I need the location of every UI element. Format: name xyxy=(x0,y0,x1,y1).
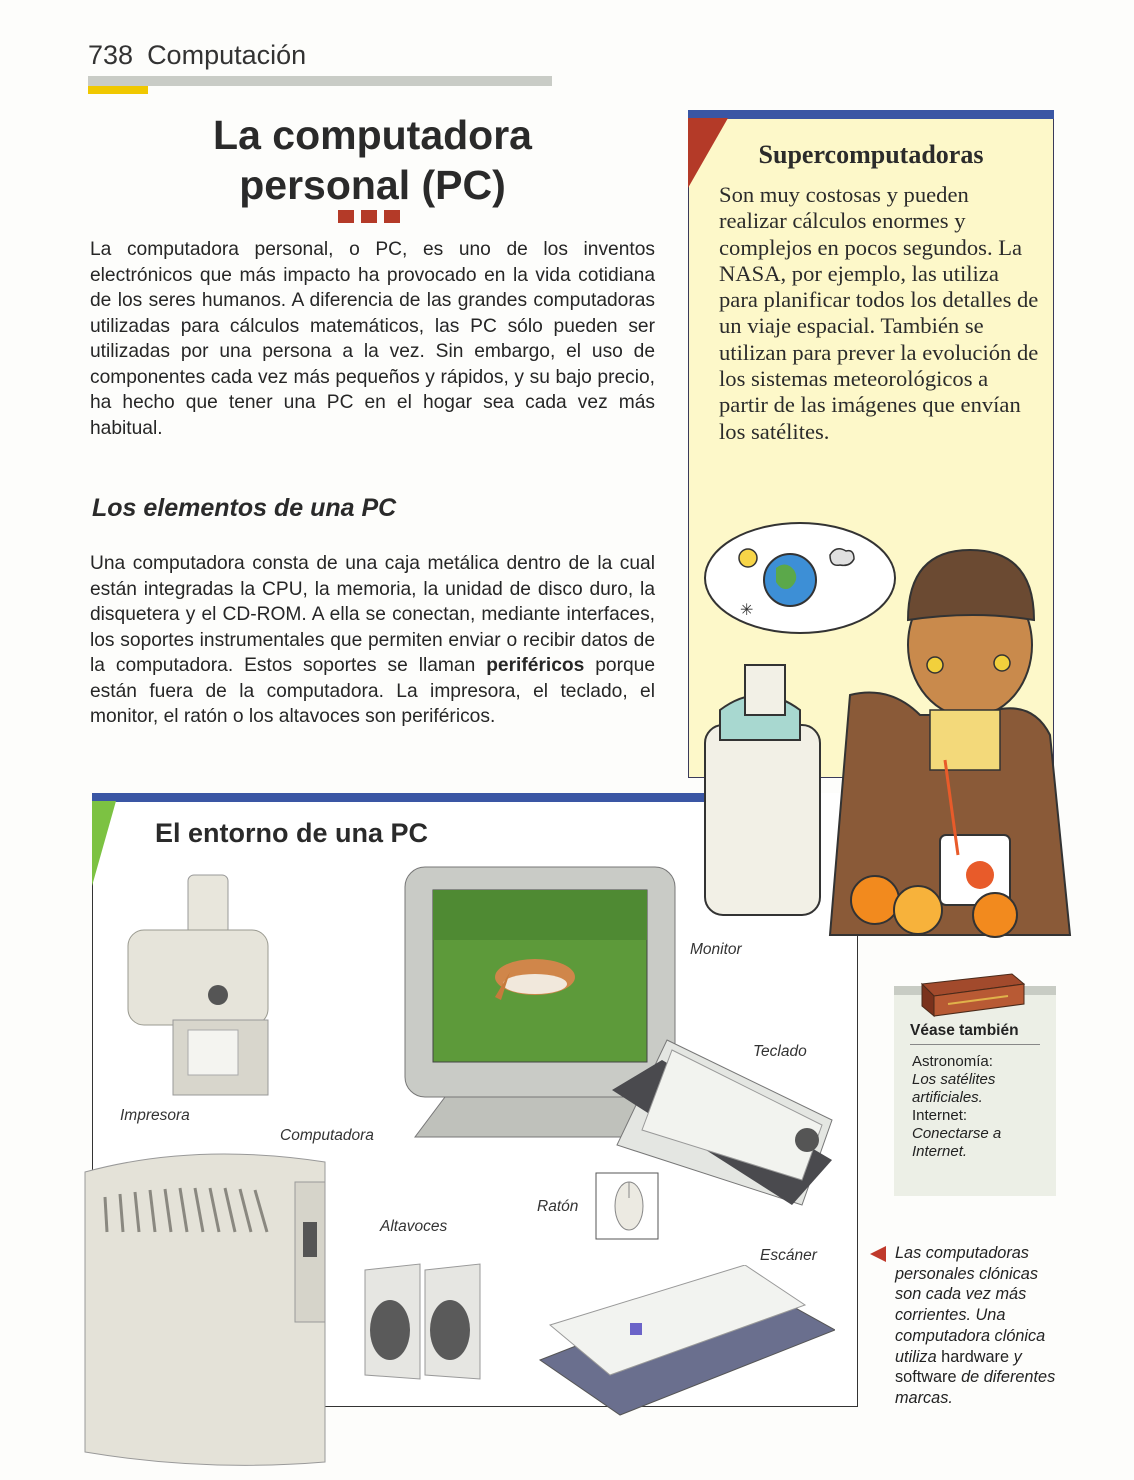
see-also-ref-1b[interactable]: artificiales. xyxy=(912,1089,983,1106)
side-note xyxy=(895,1243,1060,1409)
section-heading: Los elementos de una PC xyxy=(92,494,397,522)
knit-cap xyxy=(908,550,1034,620)
page-number: 738 xyxy=(88,40,134,70)
supercomputers-text: Son muy costosas y pueden realizar cálculos enormes y complejos en pocos segundos. La NASA, por ejemplo, las utiliza para planificar todos los detalles de un viaje espacial. También se utilizan para prever la evolución de los sistemas meteorológicos a partir de las imágenes que envían los satélites. xyxy=(719,182,1039,444)
supercomputers-bar xyxy=(688,110,1054,119)
caption-speakers: Altavoces xyxy=(380,1218,448,1235)
pc-environment-title: El entorno de una PC xyxy=(155,818,429,848)
section-paragraph xyxy=(90,551,655,730)
speakers-image xyxy=(360,1260,485,1385)
see-also-ref-2b[interactable]: Internet. xyxy=(912,1143,968,1160)
title-line-1: La computadora xyxy=(213,112,532,158)
mouse-image xyxy=(595,1172,659,1240)
caption-printer: Impresora xyxy=(120,1107,190,1124)
printer-image xyxy=(118,870,278,1100)
header-accent xyxy=(88,86,148,94)
see-also-rule xyxy=(910,1044,1040,1045)
title-ornament xyxy=(338,210,408,224)
side-note-text-1: Las computadoras personales clónicas son cada vez más corrientes. Una computadora clónica utiliza xyxy=(895,1244,1046,1366)
para-text-1: Una computadora consta de una caja metálica dentro de la cual están integradas la CPU, la memoria, la unidad de disco duro, la disquetera y el CD-ROM. A ella se conectan, mediante interfaces, los soportes instrumentales que permiten enviar o recibir datos de la computadora. Estos soportes se llaman xyxy=(90,553,655,676)
orange-half xyxy=(851,876,899,924)
sun-icon xyxy=(739,549,757,567)
side-note-term-hardware: hardware xyxy=(941,1347,1010,1366)
caption-computer: Computadora xyxy=(280,1127,374,1144)
juicer xyxy=(705,725,820,915)
svg-text:✳: ✳ xyxy=(740,600,754,619)
page-title xyxy=(90,110,655,210)
caption-scanner: Escáner xyxy=(760,1247,817,1264)
caption-monitor: Monitor xyxy=(690,941,742,958)
book-icon xyxy=(918,970,1026,1018)
see-also-topic-1: Astronomía: xyxy=(912,1053,993,1070)
side-note-arrow-icon xyxy=(870,1246,886,1262)
supercomputers-title: Supercomputadoras xyxy=(758,140,984,169)
side-note-text-3: de diferentes marcas. xyxy=(895,1368,1056,1407)
see-also-ref-2a[interactable]: Conectarse a xyxy=(912,1125,1002,1142)
pc-environment-bar xyxy=(92,793,772,802)
side-note-term-software: software xyxy=(895,1368,957,1387)
see-also-ref-1a[interactable]: Los satélites xyxy=(912,1071,996,1088)
pc-environment-corner xyxy=(92,801,116,886)
section-name: Computación xyxy=(147,40,307,70)
cloud-icon xyxy=(830,549,854,566)
running-head xyxy=(88,40,306,71)
intro-paragraph: La computadora personal, o PC, es uno de los inventos electrónicos que más impacto ha provocado en la vida cotidiana de los seres humanos. A diferencia de las grandes computadoras utilizadas para cálculos matemáticos, las PC sólo pueden ser utilizadas por una persona a la vez. Sin embargo, el uso de componentes cada vez más pequeños y rápidos, y su bajo precio, ha hecho que tener una PC en el hogar sea cada vez más habitual. xyxy=(90,239,655,439)
orange-half xyxy=(894,886,942,934)
side-note-text-2: y xyxy=(1009,1347,1022,1366)
computer-tower-image xyxy=(75,1152,330,1477)
student-illustration xyxy=(690,480,1080,945)
caption-keyboard: Teclado xyxy=(753,1043,807,1060)
scanner-image xyxy=(535,1265,835,1420)
see-also-title: Véase también xyxy=(910,1022,1019,1039)
para-bold-term: periféricos xyxy=(486,655,585,676)
orange-half xyxy=(973,893,1017,937)
title-line-2: personal (PC) xyxy=(239,162,506,208)
caption-mouse: Ratón xyxy=(537,1198,579,1215)
para-text-2: porque están fuera de la computadora. La impresora, el teclado, el monitor, el ratón o los altavoces son periféricos. xyxy=(90,655,656,727)
see-also-topic-2: Internet: xyxy=(912,1107,968,1124)
header-rule xyxy=(88,76,552,86)
